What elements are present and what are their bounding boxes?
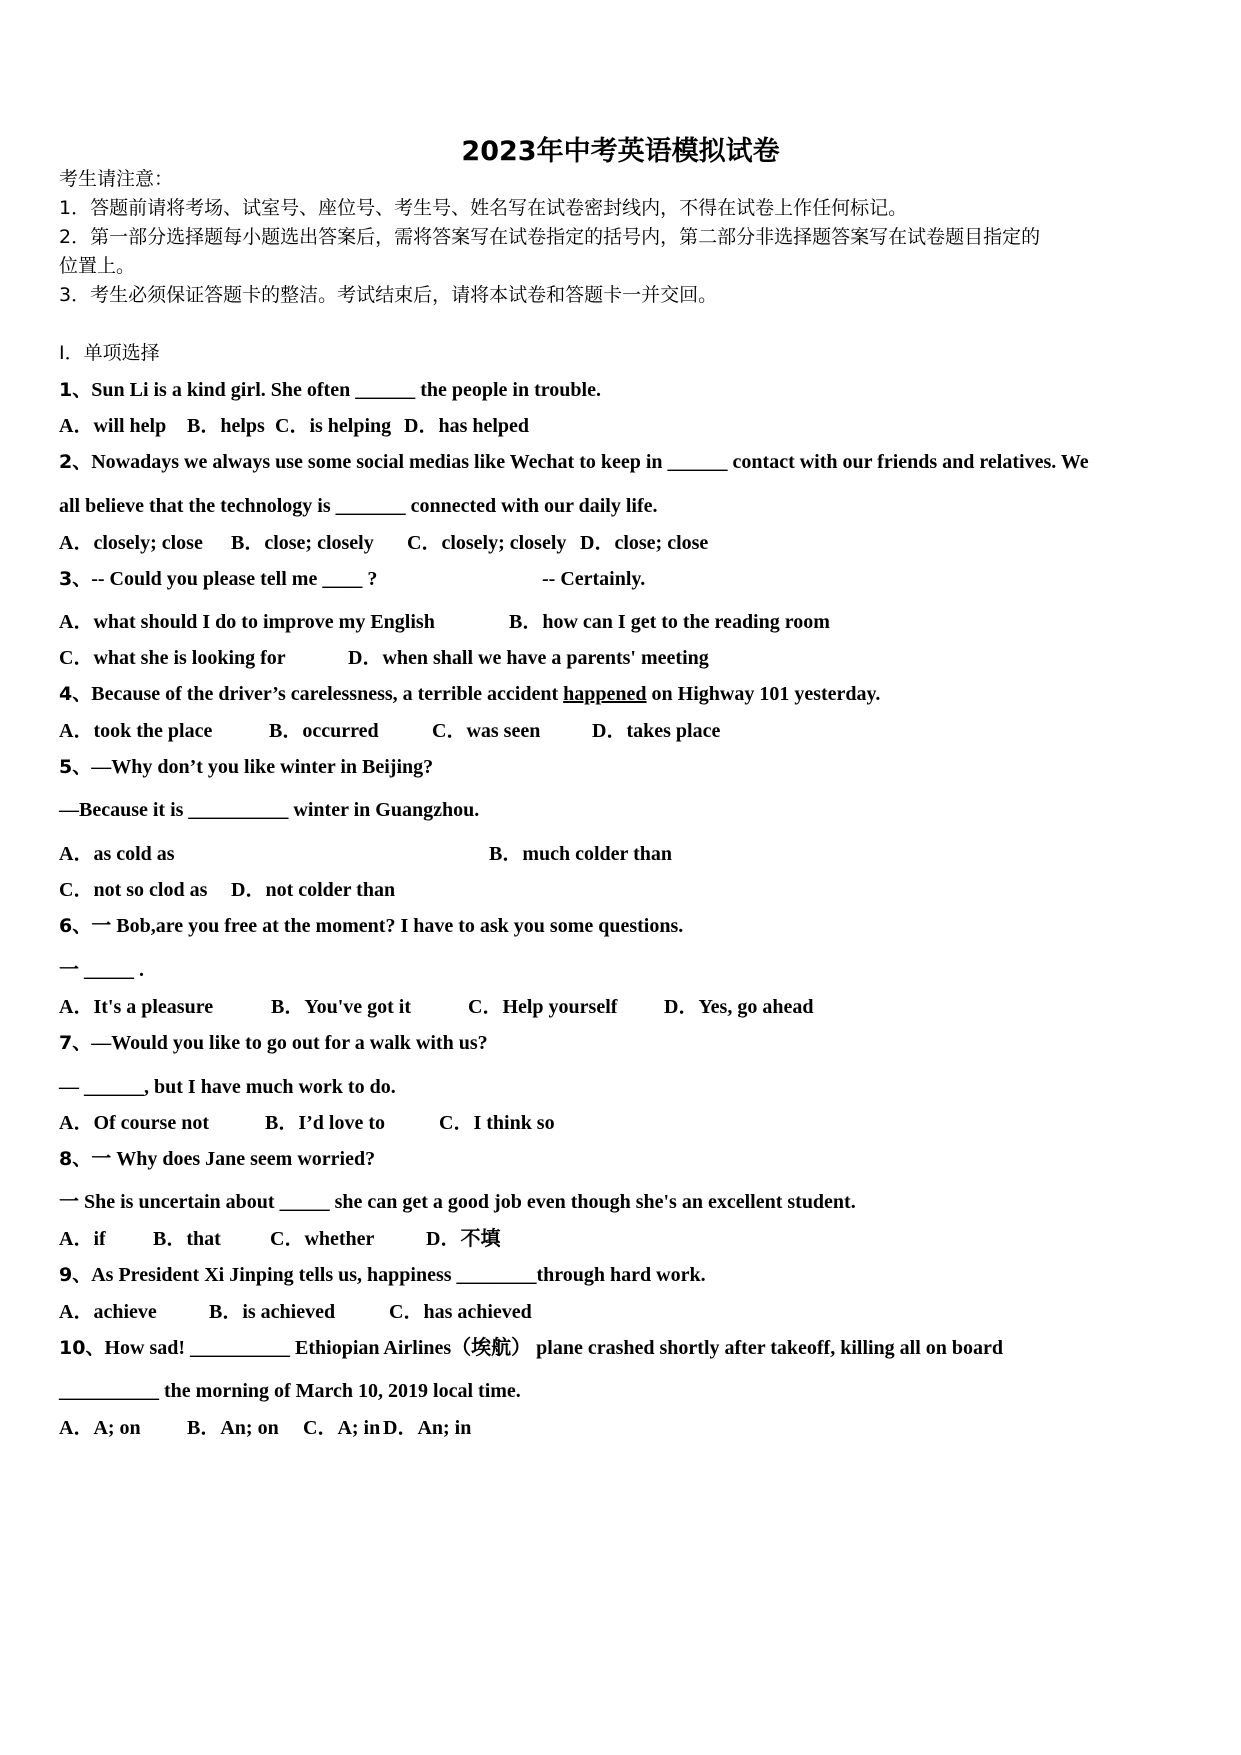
question-text: How sad! __________ Ethiopian Airlines（埃航） plane crashed shortly after takeoff, killing all on board xyxy=(104,1337,1004,1359)
option-c: C．is helping xyxy=(275,415,392,437)
option-c: C．whether xyxy=(270,1228,375,1250)
question-3 xyxy=(59,567,646,591)
option-b: B．An; on xyxy=(187,1417,279,1439)
question-number: 4、 xyxy=(59,683,92,705)
question-number: 1、 xyxy=(59,379,92,401)
option-c: C．I think so xyxy=(439,1112,555,1134)
question-8 xyxy=(59,1147,375,1171)
option-b: B．much colder than xyxy=(489,843,672,865)
option-c: C．A; in xyxy=(303,1417,381,1439)
question-text: 一 Bob,are you free at the moment? I have to ask you some questions. xyxy=(91,915,684,937)
option-b: B．occurred xyxy=(269,720,379,742)
question-2-cont: all believe that the technology is _______ connected with our daily life. xyxy=(59,495,658,517)
page-title: 2023年中考英语模拟试卷 xyxy=(461,136,780,167)
question-text: —Why don’t you like winter in Beijing? xyxy=(91,756,434,778)
option-b: B．that xyxy=(153,1228,221,1250)
option-d: D．An; in xyxy=(383,1417,472,1439)
option-a: A．It's a pleasure xyxy=(59,996,214,1018)
question-text: Sun Li is a kind girl. She often ______ the people in trouble. xyxy=(91,379,601,401)
question-number: 10、 xyxy=(59,1337,105,1359)
question-9 xyxy=(59,1263,706,1287)
option-b: B．is achieved xyxy=(209,1301,336,1323)
question-7 xyxy=(59,1031,488,1055)
option-c: C．Help yourself xyxy=(468,996,618,1018)
question-5-reply: —Because it is __________ winter in Guangzhou. xyxy=(59,799,480,821)
option-b: B．how can I get to the reading room xyxy=(509,611,830,633)
question-1 xyxy=(59,378,601,402)
question-2 xyxy=(59,450,1089,474)
option-a: A．A; on xyxy=(59,1417,141,1439)
question-number: 7、 xyxy=(59,1032,92,1054)
notice-heading: 考生请注意： xyxy=(59,168,174,190)
section-heading: Ⅰ．单项选择 xyxy=(59,342,160,364)
option-a: A．will help xyxy=(59,415,167,437)
question-number: 8、 xyxy=(59,1148,92,1170)
option-c: C．what she is looking for xyxy=(59,647,286,669)
question-text: 一 Why does Jane seem worried? xyxy=(91,1148,376,1170)
option-b: B．I’d love to xyxy=(265,1112,385,1134)
option-c: C．has achieved xyxy=(389,1301,532,1323)
option-d: D．has helped xyxy=(404,415,530,437)
question-4 xyxy=(59,682,880,706)
option-d: D．不填 xyxy=(426,1228,501,1250)
option-d: D．not colder than xyxy=(231,879,396,901)
option-c: C．not so clod as xyxy=(59,879,208,901)
question-number: 2、 xyxy=(59,451,92,473)
option-b: B．helps xyxy=(187,415,265,437)
question-number: 6、 xyxy=(59,915,92,937)
question-number: 3、 xyxy=(59,568,92,590)
question-text: -- Could you please tell me ____ ? xyxy=(91,568,378,590)
question-text-end: on Highway 101 yesterday. xyxy=(646,683,881,705)
option-c: C．closely; closely xyxy=(407,532,567,554)
option-a: A．closely; close xyxy=(59,532,203,554)
notice-item-1: 1．答题前请将考场、试室号、座位号、考生号、姓名写在试卷密封线内，不得在试卷上作任何标记。 xyxy=(59,197,908,219)
option-a: A．Of course not xyxy=(59,1112,209,1134)
question-text: Nowadays we always use some social medias like Wechat to keep in ______ contact with our friends and relatives. We xyxy=(91,451,1089,473)
question-5 xyxy=(59,755,433,779)
notice-item-2-cont: 位置上。 xyxy=(59,255,136,277)
option-a: A．if xyxy=(59,1228,106,1250)
question-number: 9、 xyxy=(59,1264,92,1286)
question-10-cont: __________ the morning of March 10, 2019 local time. xyxy=(59,1380,521,1402)
option-b: B．close; closely xyxy=(231,532,374,554)
option-d: D．takes place xyxy=(592,720,721,742)
option-d: D．close; close xyxy=(580,532,709,554)
question-8-reply: 一 She is uncertain about _____ she can get a good job even though she's an excellent student. xyxy=(59,1191,856,1213)
notice-item-3: 3．考生必须保证答题卡的整洁。考试结束后，请将本试卷和答题卡一并交回。 xyxy=(59,284,718,306)
option-a: A．as cold as xyxy=(59,843,175,865)
option-b: B．You've got it xyxy=(271,996,411,1018)
question-text: —Would you like to go out for a walk with us? xyxy=(91,1032,488,1054)
option-a: A．took the place xyxy=(59,720,213,742)
question-text: Because of the driver’s carelessness, a terrible accident xyxy=(91,683,564,705)
question-7-reply: — ______, but I have much work to do. xyxy=(59,1076,396,1098)
question-reply: -- Certainly. xyxy=(542,568,646,590)
option-d: D．Yes, go ahead xyxy=(664,996,814,1018)
option-c: C．was seen xyxy=(432,720,541,742)
option-a: A．what should I do to improve my English xyxy=(59,611,435,633)
question-number: 5、 xyxy=(59,756,92,778)
question-6 xyxy=(59,914,683,938)
question-6-reply: 一 _____ . xyxy=(59,959,144,981)
underlined-word: happened xyxy=(563,683,647,705)
question-10 xyxy=(59,1336,1003,1360)
option-d: D．when shall we have a parents' meeting xyxy=(348,647,709,669)
notice-item-2: 2．第一部分选择题每小题选出答案后，需将答案写在试卷指定的括号内，第二部分非选择题答案写在试卷题目指定的 xyxy=(59,226,1041,248)
question-text: As President Xi Jinping tells us, happiness ________through hard work. xyxy=(91,1264,706,1286)
option-a: A．achieve xyxy=(59,1301,157,1323)
